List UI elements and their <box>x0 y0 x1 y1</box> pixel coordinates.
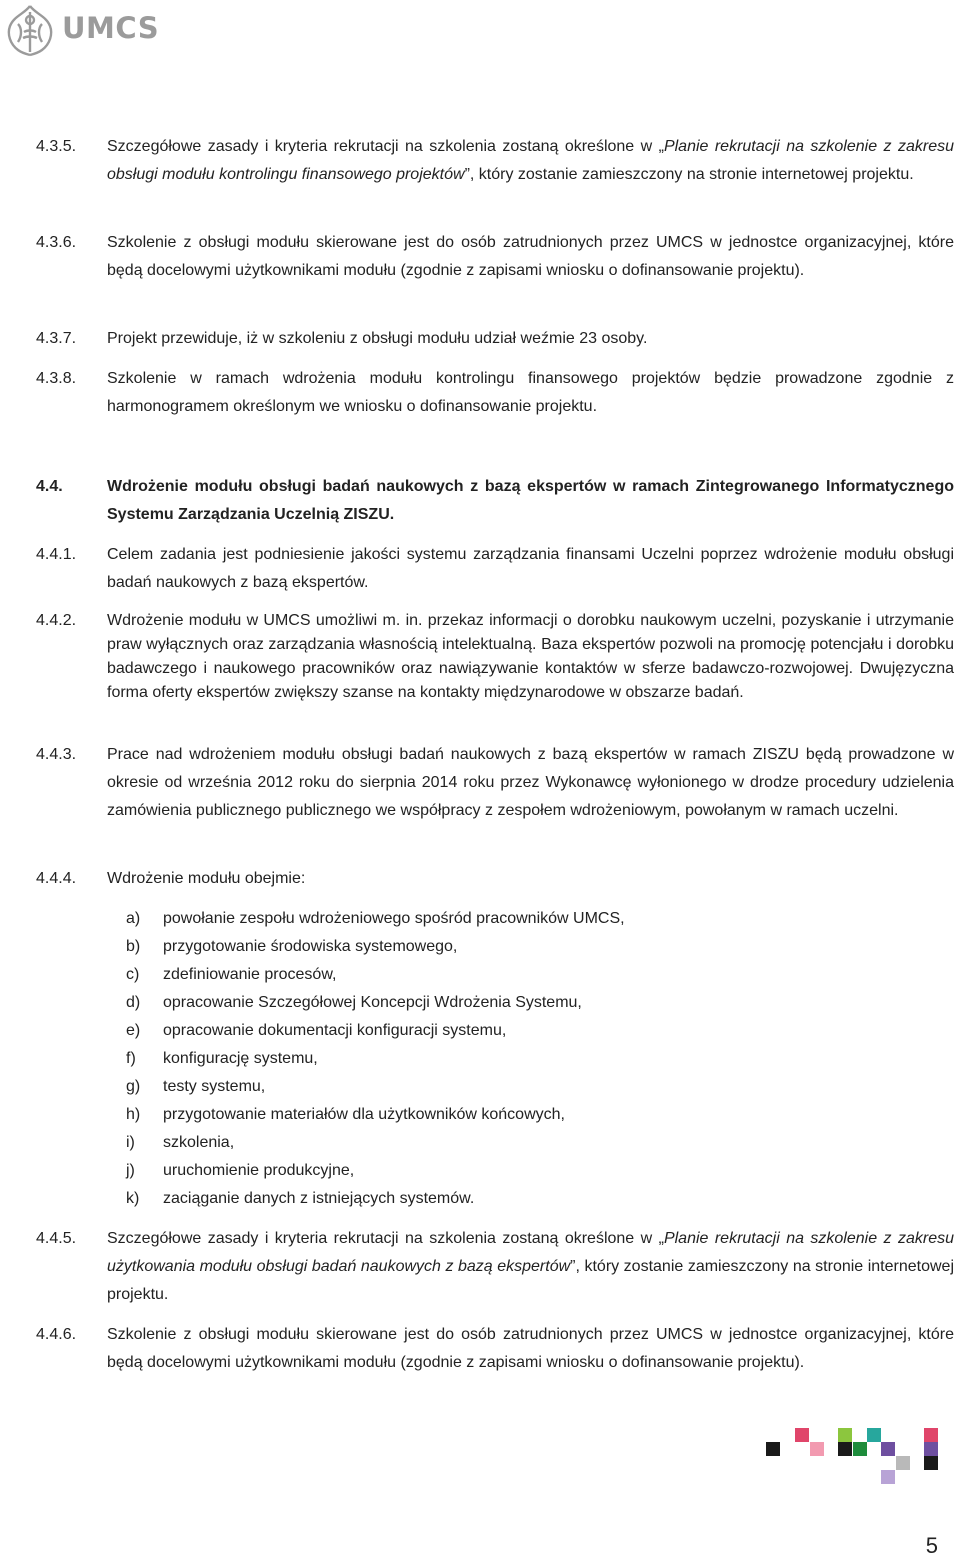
section-text: Szkolenie z obsługi modułu skierowane jest do osób zatrudnionych przez UMCS w jednostce organizacyjnej, które będą docelowymi użytkownikami modułu (zgodnie z zapisami wniosku o dofinansowanie projektu). <box>107 1326 954 1371</box>
list-item: h) przygotowanie materiałów dla użytkowników końcowych, <box>126 1106 565 1123</box>
list-item: d) opracowanie Szczegółowej Koncepcji Wdrożenia Systemu, <box>126 994 582 1011</box>
section-4-4-6 <box>36 1321 954 1377</box>
square-icon <box>924 1442 938 1456</box>
list-item: b) przygotowanie środowiska systemowego, <box>126 938 458 955</box>
section-4-3-6 <box>36 229 954 285</box>
list-item: j) uruchomienie produkcyjne, <box>126 1162 355 1179</box>
page-number: 5 <box>925 1533 938 1558</box>
list-item: a) powołanie zespołu wdrożeniowego spośród pracowników UMCS, <box>126 910 625 927</box>
square-icon <box>896 1456 910 1470</box>
section-4-4-5 <box>36 1225 954 1309</box>
section-text: Celem zadania jest podniesienie jakości systemu zarządzania finansami Uczelni poprzez wdrożenie modułu obsługi badań naukowych z bazą ekspertów. <box>107 546 954 591</box>
umcs-logo <box>4 2 159 58</box>
logo-text: UMCS <box>62 11 160 45</box>
section-number: 4.4.6. <box>36 1326 77 1343</box>
square-icon <box>853 1442 867 1456</box>
square-icon <box>881 1442 895 1456</box>
section-4-4-1 <box>36 541 954 597</box>
section-text: Projekt przewiduje, iż w szkoleniu z obsługi modułu udział weźmie 23 osoby. <box>107 330 648 347</box>
umcs-emblem-icon <box>4 2 56 58</box>
section-text: Wdrożenie modułu obejmie: <box>107 870 306 887</box>
square-icon <box>924 1456 938 1470</box>
section-number: 4.4.4. <box>36 870 77 887</box>
decorative-squares <box>766 1426 941 1486</box>
list-item: e) opracowanie dokumentacji konfiguracji systemu, <box>126 1022 507 1039</box>
square-icon <box>795 1428 809 1442</box>
section-number: 4.3.6. <box>36 234 77 251</box>
square-icon <box>838 1428 852 1442</box>
section-text: Szkolenie z obsługi modułu skierowane jest do osób zatrudnionych przez UMCS w jednostce organizacyjnej, które będą docelowymi użytkownikami modułu (zgodnie z zapisami wniosku o dofinansowanie projektu). <box>107 234 954 279</box>
section-text: Szczegółowe zasady i kryteria rekrutacji na szkolenia zostaną określone w „Planie rekrutacji na szkolenie z zakresu obsługi modułu kontrolingu finansowego projektów”, który zostanie zamieszczony na stronie internetowej projektu. <box>107 138 954 183</box>
section-text: Szczegółowe zasady i kryteria rekrutacji na szkolenia zostaną określone w „Planie rekrutacji na szkolenie z zakresu użytkowania modułu obsługi badań naukowych z bazą ekspertów”, który zostanie zamieszczony na stronie internetowej projektu. <box>107 1230 954 1303</box>
section-4-4-3 <box>36 741 954 825</box>
section-number: 4.4.5. <box>36 1230 77 1247</box>
list-item: c) zdefiniowanie procesów, <box>126 966 337 983</box>
section-4-3-8 <box>36 365 954 421</box>
list-item: g) testy systemu, <box>126 1078 266 1095</box>
section-number: 4.3.5. <box>36 138 77 155</box>
section-heading-text: Wdrożenie modułu obsługi badań naukowych z bazą ekspertów w ramach Zintegrowanego Informatycznego Systemu Zarządzania Uczelnią ZISZU. <box>107 478 954 523</box>
section-text: Wdrożenie modułu w UMCS umożliwi m. in. przekaz informacji o dorobku naukowym uczelni, pozyskanie i utrzymanie praw wyłącznych oraz zarządzania własnością intelektualną. Baza ekspertów pozwoli na promocję potencjału i dorobku badawczego i naukowego pracowników oraz nawiązywanie kontaktów w sferze badawczo-rozwojowej. Dwujęzyczna forma oferty ekspertów zwiększy szanse na kontakty międzynarodowe w obszarze badań. <box>107 612 954 701</box>
square-icon <box>810 1442 824 1456</box>
section-4-4-2 <box>36 609 954 705</box>
section-4-3-5 <box>36 133 954 189</box>
list-item: k) zaciąganie danych z istniejących systemów. <box>126 1190 475 1207</box>
section-number: 4.4. <box>36 478 63 495</box>
square-icon <box>766 1442 780 1456</box>
square-icon <box>867 1428 881 1442</box>
section-4-3-7 <box>36 325 954 353</box>
section-number: 4.4.1. <box>36 546 77 563</box>
list-item: i) szkolenia, <box>126 1134 235 1151</box>
section-text: Prace nad wdrożeniem modułu obsługi badań naukowych z bazą ekspertów w ramach ZISZU będą prowadzone w okresie od września 2012 roku do sierpnia 2014 roku przez Wykonawcę wyłonionego w drodze procedury udzielenia zamówienia publicznego publicznego we współpracy z zespołem wdrożeniowym, powołanym w ramach uczelni. <box>107 746 954 819</box>
section-text: Szkolenie w ramach wdrożenia modułu kontrolingu finansowego projektów będzie prowadzone zgodnie z harmonogramem określonym we wniosku o dofinansowanie projektu. <box>107 370 954 415</box>
list-item: f) konfigurację systemu, <box>126 1050 318 1067</box>
square-icon <box>881 1470 895 1484</box>
square-icon <box>838 1442 852 1456</box>
square-icon <box>924 1428 938 1442</box>
scope-list <box>126 905 625 1213</box>
section-4-4-heading <box>36 473 954 529</box>
section-number: 4.4.2. <box>36 612 77 629</box>
section-number: 4.4.3. <box>36 746 77 763</box>
section-number: 4.3.7. <box>36 330 77 347</box>
section-number: 4.3.8. <box>36 370 77 387</box>
section-4-4-4 <box>36 865 954 893</box>
